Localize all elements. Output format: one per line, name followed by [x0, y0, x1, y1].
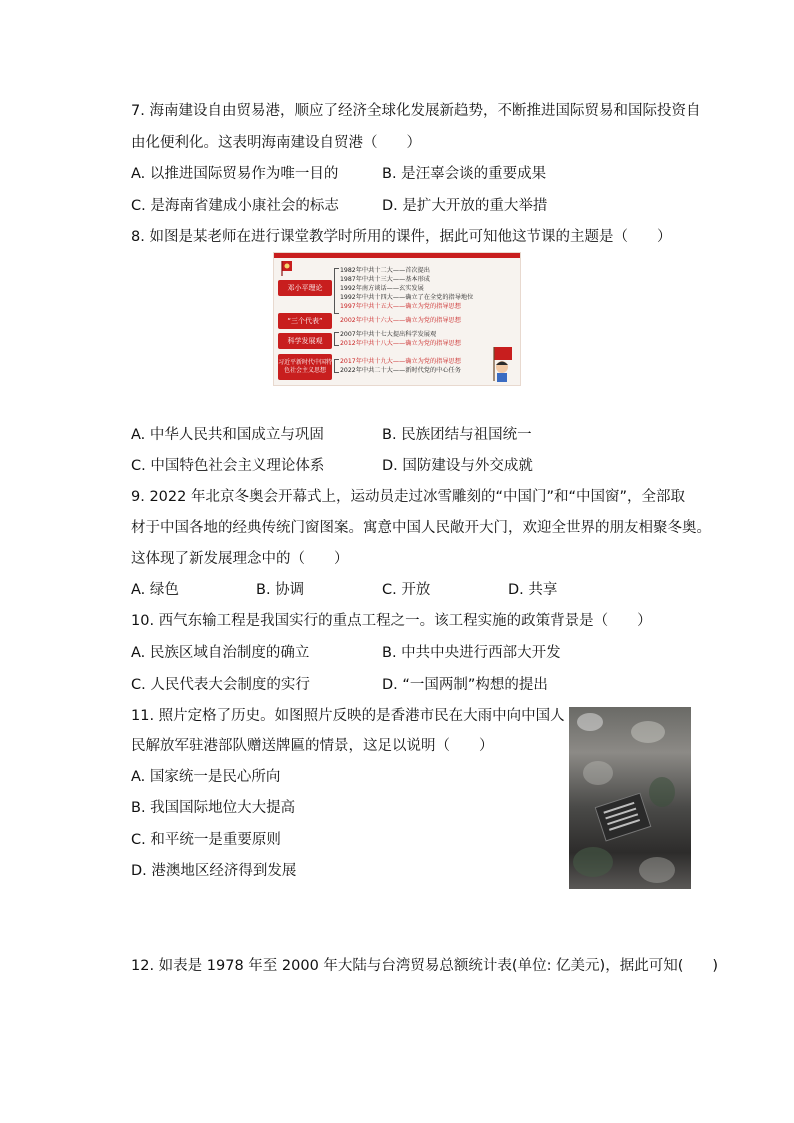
slide-tag-science: 科学发展观: [278, 333, 332, 349]
q7-option-c: C. 是海南省建成小康社会的标志: [131, 198, 339, 214]
slide-row-2: 1987年中共十三大——基本形成: [340, 276, 430, 283]
q11-option-d: D. 港澳地区经济得到发展: [131, 863, 297, 879]
slide-row-8: 2012年中共十八大——确立为党的指导思想: [340, 340, 461, 347]
q9-option-b: B. 协调: [256, 582, 305, 598]
slide-tag-xi: 习近平新时代中国特色社会主义思想: [278, 354, 332, 380]
q8-option-b: B. 民族团结与祖国统一: [382, 427, 532, 443]
q10-stem: 10. 西气东输工程是我国实行的重点工程之一。该工程实施的政策背景是（ ）: [131, 613, 652, 629]
courseware-image: [273, 252, 521, 386]
hong-kong-plaque-photo: [569, 707, 691, 889]
slide-row-1: 1982年中共十二大——首次提出: [340, 267, 430, 274]
q11-stem-line1: 11. 照片定格了历史。如图照片反映的是香港市民在大雨中向中国人: [131, 708, 565, 724]
slide-brace-2: [334, 332, 339, 346]
q8-option-c: C. 中国特色社会主义理论体系: [131, 458, 325, 474]
q9-stem-line2: 材于中国各地的经典传统门窗图案。寓意中国人民敞开大门，欢迎全世界的朋友相聚冬奥。: [131, 520, 711, 536]
flag-emblem-icon: [280, 259, 294, 277]
q10-option-a: A. 民族区域自治制度的确立: [131, 645, 310, 661]
slide-row-3: 1992年南方谈话——玄实发展: [340, 285, 424, 292]
q7-stem-line1: 7. 海南建设自由贸易港，顺应了经济全球化发展新趋势，不断推进国际贸易和国际投资自: [131, 103, 701, 119]
slide-row-4: 1992年中共十四大——确立了在全党的指导地位: [340, 294, 474, 301]
q11-option-b: B. 我国国际地位大大提高: [131, 800, 296, 816]
q8-option-d: D. 国防建设与外交成就: [382, 458, 533, 474]
slide-row-10: 2022年中共二十大——新时代党的中心任务: [340, 367, 461, 374]
q11-stem-line2: 民解放军驻港部队赠送牌匾的情景，这足以说明（ ）: [131, 738, 494, 754]
slide-row-9: 2017年中共十九大——确立为党的指导思想: [340, 358, 461, 365]
slide-tag-deng: 邓小平理论: [278, 280, 332, 296]
q10-option-c: C. 人民代表大会制度的实行: [131, 677, 310, 693]
slide-row-5: 1997年中共十五大——确立为党的指导思想: [340, 303, 461, 310]
q9-option-a: A. 绿色: [131, 582, 179, 598]
slide-tag-three-represents: “三个代表”: [278, 313, 332, 329]
slide-top-bar: [274, 253, 520, 258]
q7-option-a: A. 以推进国际贸易作为唯一目的: [131, 166, 339, 182]
q9-stem-line1: 9. 2022 年北京冬奥会开幕式上，运动员走过冰雪雕刻的“中国门”和“中国窗”，全部取: [131, 489, 685, 505]
q10-option-b: B. 中共中央进行西部大开发: [382, 645, 561, 661]
photo-plaque: [595, 792, 652, 841]
slide-row-6: 2002年中共十六大——确立为党的指导思想: [340, 317, 461, 324]
slide-brace-3: [334, 359, 339, 373]
q9-option-d: D. 共享: [508, 582, 558, 598]
q7-option-d: D. 是扩大开放的重大举措: [382, 198, 548, 214]
slide-row-7: 2007年中共十七大提出科学发展观: [340, 331, 437, 338]
q12-stem: 12. 如表是 1978 年至 2000 年大陆与台湾贸易总额统计表(单位: 亿美元)，据此可知( ): [131, 958, 719, 974]
q9-option-c: C. 开放: [382, 582, 431, 598]
q11-option-a: A. 国家统一是民心所向: [131, 769, 281, 785]
q11-option-c: C. 和平统一是重要原则: [131, 832, 281, 848]
slide-brace-1: [334, 268, 339, 314]
q7-option-b: B. 是汪辜会谈的重要成果: [382, 166, 547, 182]
q8-stem: 8. 如图是某老师在进行课堂教学时所用的课件，据此可知他这节课的主题是（ ）: [131, 229, 672, 245]
q10-option-d: D. “一国两制”构想的提出: [382, 677, 548, 693]
child-with-flag-illustration: [482, 345, 518, 383]
q9-stem-line3: 这体现了新发展理念中的（ ）: [131, 551, 349, 567]
q7-stem-line2: 由化便利化。这表明海南建设自贸港（ ）: [131, 135, 421, 151]
q8-option-a: A. 中华人民共和国成立与巩固: [131, 427, 324, 443]
